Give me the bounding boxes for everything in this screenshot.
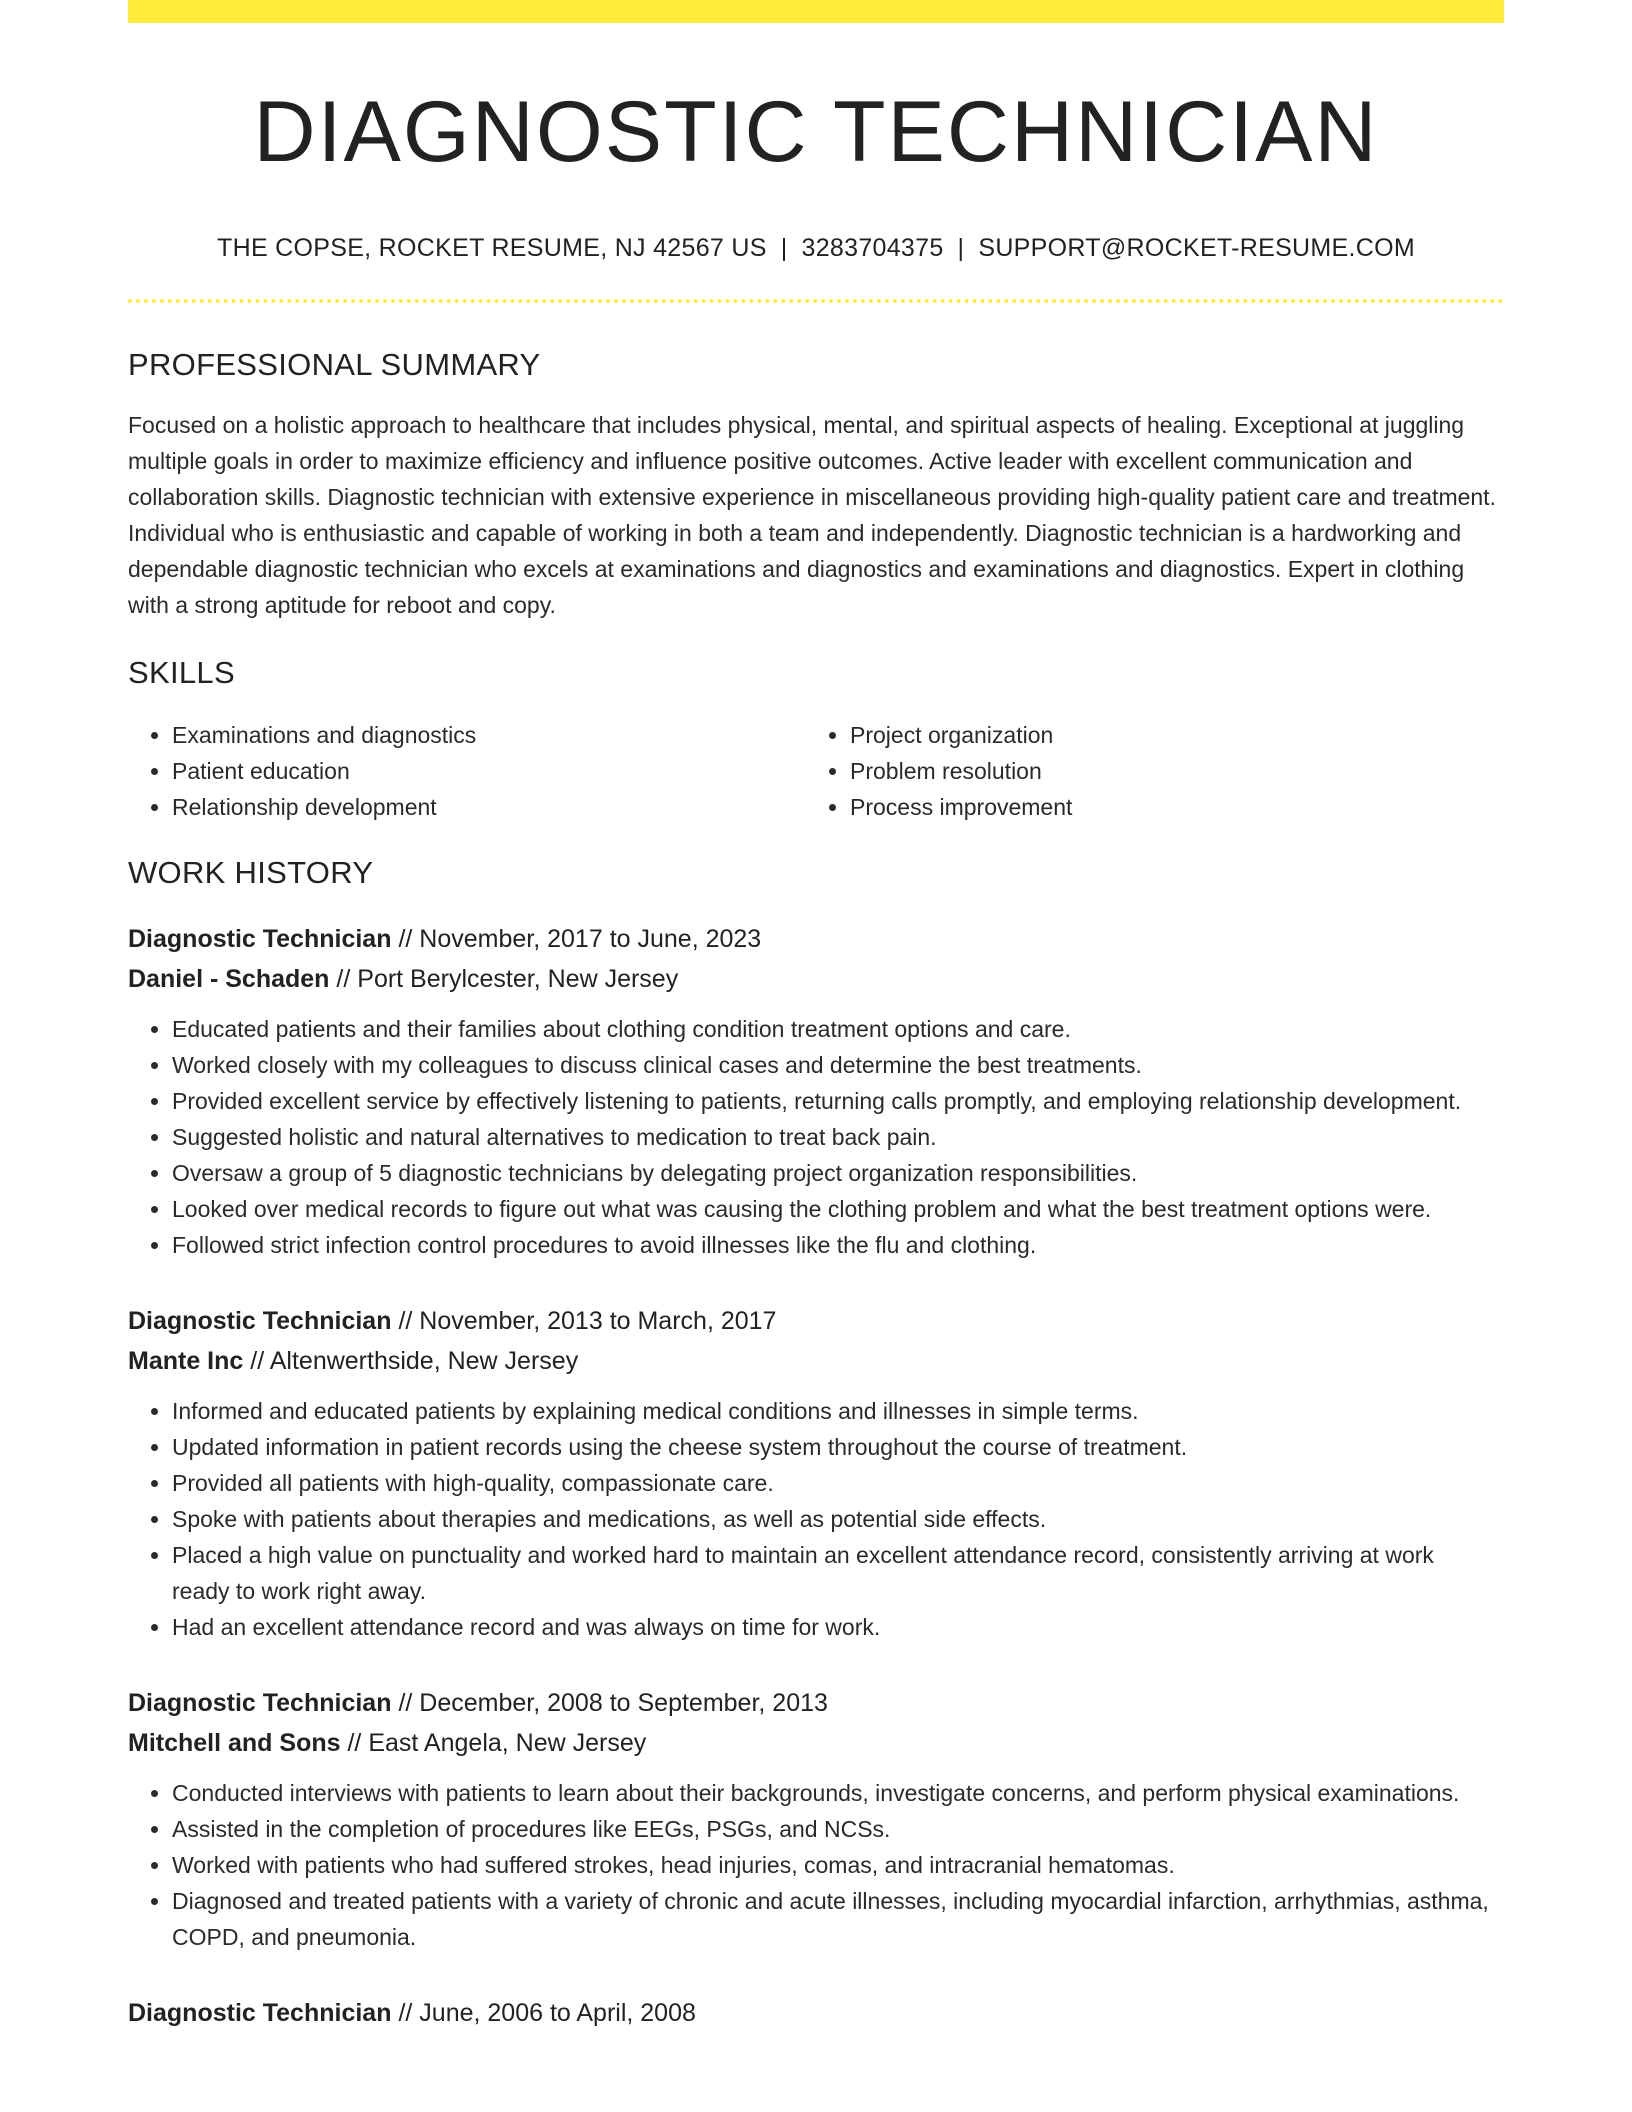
job-separator: // — [398, 1999, 413, 2028]
job-entry — [128, 1683, 1504, 1955]
job-company: Daniel - Schaden — [128, 965, 330, 994]
job-location: Altenwerthside, New Jersey — [269, 1347, 579, 1376]
job-bullet: • Assisted in the completion of procedures like EEGs, PSGs, and NCSs. — [172, 1811, 1504, 1847]
contact-email: SUPPORT@ROCKET-RESUME.COM — [978, 234, 1415, 263]
job-separator: // — [398, 925, 413, 954]
work-history-heading: WORK HISTORY — [128, 855, 374, 891]
skill-item: • Relationship development — [172, 789, 806, 825]
summary-text: Focused on a holistic approach to healthcare that includes physical, mental, and spiritual aspects of healing. Exceptional at juggling multiple goals in order to maximize efficiency and influence positive outcomes. Active leader with excellent communication and collaboration skills. Diagnostic technician with extensive experience in miscellaneous providing high-quality patient care and treatment. Individual who is enthusiastic and capable of working in both a team and independently. Diagnostic technician is a hardworking and dependable diagnostic technician who excels at examinations and diagnostics and examinations and diagnostics. Expert in clothing with a strong aptitude for reboot and copy. — [128, 412, 1496, 619]
job-bullets — [128, 1775, 1504, 1955]
job-entry — [128, 1301, 1504, 1645]
skills-list — [128, 717, 1504, 825]
skill-item: • Project organization — [850, 717, 1484, 753]
job-bullet: • Had an excellent attendance record and was always on time for work. — [172, 1609, 1504, 1645]
job-bullet: • Spoke with patients about therapies and medications, as well as potential side effects. — [172, 1501, 1504, 1537]
job-bullet: • Provided excellent service by effectively listening to patients, returning calls promptly, and employing relationship development. — [172, 1083, 1504, 1119]
contact-line — [128, 234, 1504, 263]
contact-separator: | — [957, 234, 965, 263]
skills-column-right — [806, 717, 1484, 825]
contact-phone: 3283704375 — [801, 234, 944, 263]
job-bullet: • Conducted interviews with patients to learn about their backgrounds, investigate concerns, and perform physical examinations. — [172, 1775, 1504, 1811]
job-bullet: • Provided all patients with high-quality, compassionate care. — [172, 1465, 1504, 1501]
job-dates: November, 2013 to March, 2017 — [419, 1307, 777, 1336]
resume-page — [128, 0, 1504, 2033]
job-separator: // — [398, 1689, 413, 1718]
job-dates: November, 2017 to June, 2023 — [419, 925, 762, 954]
job-entry — [128, 1993, 1504, 2033]
skill-item: • Patient education — [172, 753, 806, 789]
job-bullet: • Placed a high value on punctuality and worked hard to maintain an excellent attendance record, consistently arriving at work ready to work right away. — [172, 1537, 1504, 1609]
job-bullet: • Informed and educated patients by explaining medical conditions and illnesses in simple terms. — [172, 1393, 1504, 1429]
job-company: Mante Inc — [128, 1347, 244, 1376]
job-role-line — [128, 1993, 1504, 2033]
job-bullet: • Worked closely with my colleagues to discuss clinical cases and determine the best treatments. — [172, 1047, 1504, 1083]
job-location: Port Berylcester, New Jersey — [357, 965, 679, 994]
summary-heading: PROFESSIONAL SUMMARY — [128, 347, 541, 383]
job-role: Diagnostic Technician — [128, 1307, 392, 1336]
job-separator: // — [336, 965, 351, 994]
job-location: East Angela, New Jersey — [368, 1729, 647, 1758]
job-bullets — [128, 1011, 1504, 1263]
job-bullet: • Suggested holistic and natural alternatives to medication to treat back pain. — [172, 1119, 1504, 1155]
job-bullet: • Looked over medical records to figure out what was causing the clothing problem and what the best treatment options were. — [172, 1191, 1504, 1227]
job-role: Diagnostic Technician — [128, 1689, 392, 1718]
job-entry — [128, 919, 1504, 1263]
job-separator: // — [398, 1307, 413, 1336]
job-role-line — [128, 919, 1504, 959]
job-separator: // — [250, 1347, 265, 1376]
job-bullet: • Worked with patients who had suffered strokes, head injuries, comas, and intracranial hematomas. — [172, 1847, 1504, 1883]
skill-item: • Process improvement — [850, 789, 1484, 825]
job-role-line — [128, 1683, 1504, 1723]
resume-name: DIAGNOSTIC TECHNICIAN — [253, 84, 1379, 180]
job-bullet: • Educated patients and their families about clothing condition treatment options and care. — [172, 1011, 1504, 1047]
job-dates: June, 2006 to April, 2008 — [419, 1999, 696, 2028]
contact-address: THE COPSE, ROCKET RESUME, NJ 42567 US — [217, 234, 767, 263]
job-bullet: • Oversaw a group of 5 diagnostic technicians by delegating project organization responsibilities. — [172, 1155, 1504, 1191]
skills-column-left — [128, 717, 806, 825]
job-bullets — [128, 1393, 1504, 1645]
job-separator: // — [347, 1729, 362, 1758]
job-bullet: • Updated information in patient records using the cheese system throughout the course of treatment. — [172, 1429, 1504, 1465]
job-role: Diagnostic Technician — [128, 1999, 392, 2028]
job-company-line — [128, 1723, 1504, 1763]
job-company-line — [128, 959, 1504, 999]
accent-top-bar — [128, 0, 1504, 23]
job-role-line — [128, 1301, 1504, 1341]
job-dates: December, 2008 to September, 2013 — [419, 1689, 828, 1718]
skills-heading: SKILLS — [128, 655, 235, 691]
skill-item: • Examinations and diagnostics — [172, 717, 806, 753]
job-bullet: • Followed strict infection control procedures to avoid illnesses like the flu and clothing. — [172, 1227, 1504, 1263]
dotted-divider — [128, 299, 1504, 303]
job-bullet: • Diagnosed and treated patients with a variety of chronic and acute illnesses, including myocardial infarction, arrhythmias, asthma, COPD, and pneumonia. — [172, 1883, 1504, 1955]
job-role: Diagnostic Technician — [128, 925, 392, 954]
job-company: Mitchell and Sons — [128, 1729, 341, 1758]
skill-item: • Problem resolution — [850, 753, 1484, 789]
contact-separator: | — [780, 234, 788, 263]
job-company-line — [128, 1341, 1504, 1381]
